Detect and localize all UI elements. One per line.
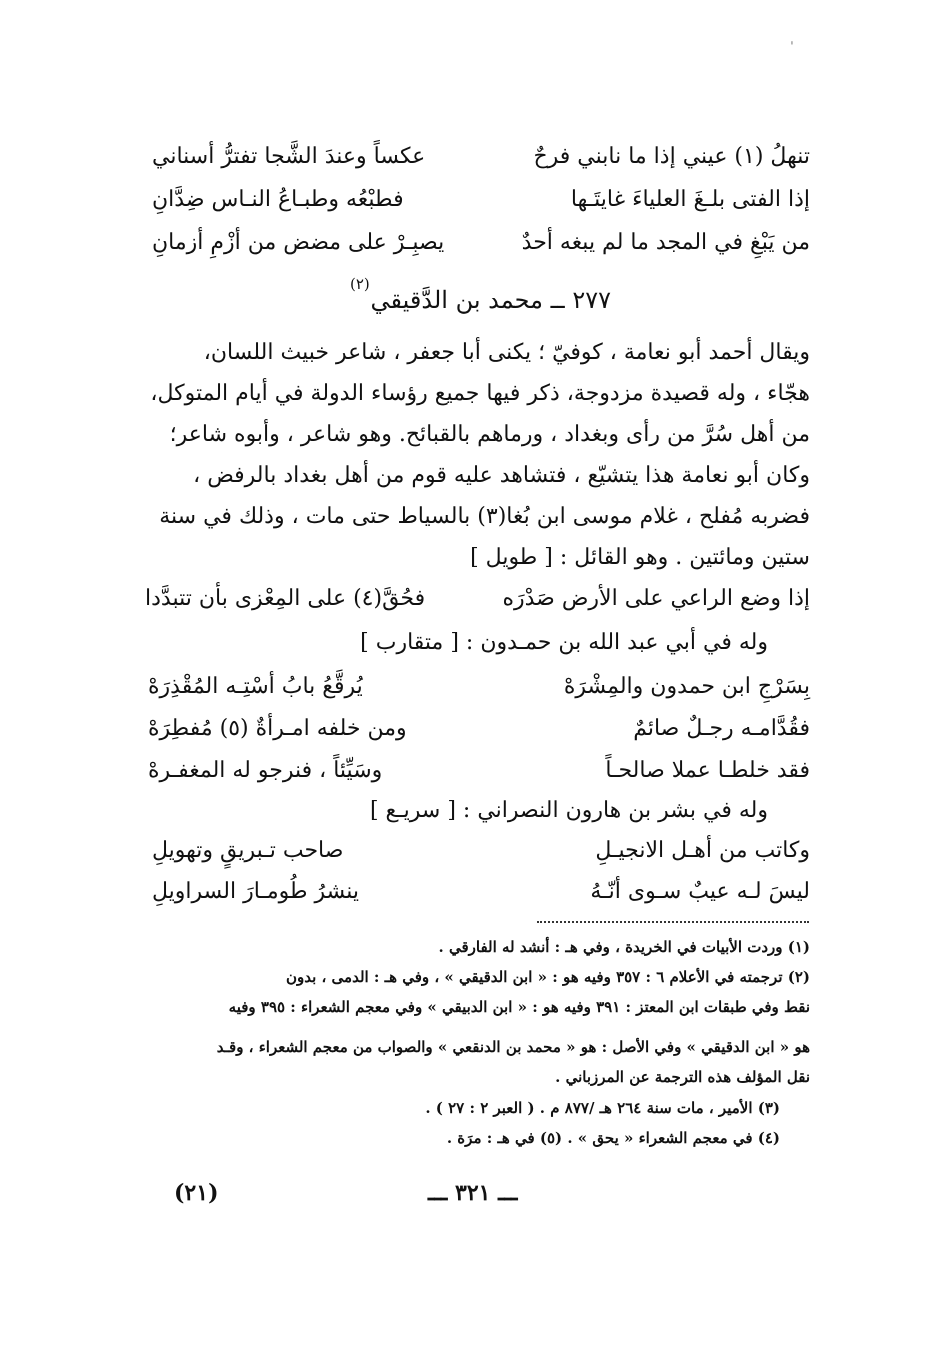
- footnote-2-line-4: نقل المؤلف هذه الترجمة عن المرزباني .: [555, 1068, 810, 1086]
- footnote-1: (١) وردت الأبيات في الخريدة ، وفي هـ : أنشد له الفارقي .: [438, 938, 810, 956]
- verse-3-1-hemistich-1: وكاتب من أهـل الانجيـلِ: [595, 838, 810, 863]
- verse-3-hemistich-1: من يَبْغِ في المجد ما لم يبغه أحدٌ: [521, 230, 810, 255]
- poem-intro-2: وله في بشر بن هارون النصراني : [ سريـع ]: [369, 798, 768, 823]
- prose-line-1: ويقال أحمد أبو نعامة ، كوفيّ ؛ يكنى أبا جعفر ، شاعر خبيث اللسان،: [203, 340, 810, 365]
- verse-3-2-hemistich-2: ينشرُ طُومـارَ السراويلِ: [152, 879, 360, 904]
- entry-heading-note: (٢): [350, 275, 370, 293]
- verse-2-hemistich-1: إذا الفتى بلـغَ العلياءَ غايتَـها: [570, 187, 810, 212]
- verse-2-2-hemistich-1: فقُدَّامـه رجـلٌ صائمٌ: [633, 716, 810, 741]
- verse-3-hemistich-2: يصبِـرْ على مضض من أزْمِ أزمانِ: [152, 230, 445, 255]
- verse-2-3-hemistich-2: وسَيِّئاً ، فنرجو له المغفـرهْ: [148, 758, 383, 783]
- poem-intro-1: وله في أبي عبد الله بن حمـدون : [ متقارب ]: [360, 630, 768, 655]
- verse-1-hemistich-2: عكساً وعندَ الشَّجا تفترُّ أسناني: [152, 144, 426, 169]
- page-number: ـــ ٣٢١ ـــ: [428, 1180, 518, 1206]
- footnote-2-line-3: هو « ابن الدقيقي » وفي الأصل : هو « محمد بن الدنقعي » والصواب من معجم الشعراء ، وقـد: [216, 1038, 810, 1056]
- prose-line-2: هجّاء ، وله قصيدة مزدوجة، ذكر فيها جميع رؤساء الدولة في أيام المتوكل،: [150, 381, 810, 406]
- prose-line-6: ستين ومائتين . وهو القائل : [ طويل ]: [470, 545, 810, 570]
- footnote-separator: [537, 921, 809, 923]
- verse-3-1-hemistich-2: صاحب تـبريقٍ وتهويلِ: [152, 838, 344, 863]
- footnote-4-5: (٤) في معجم الشعراء « يحق » . (٥) في هـ : مرَة .: [446, 1129, 780, 1147]
- footnote-2-line-1: (٢) ترجمته في الأعلام ٦ : ٣٥٧ وفيه هو : « ابن الدقيقي » ، وفي هـ : الدمى ، بدون: [285, 968, 810, 986]
- entry-heading: ٢٧٧ ــ محمد بن الدَّقيقي: [370, 286, 611, 314]
- footnote-3: (٣) الأمير ، مات سنة ٢٦٤ هـ /٨٧٧ م . ( العبر ٢ : ٢٧ ) .: [425, 1099, 780, 1117]
- verse-1-hemistich-1: تنهلُ (١) عيني إذا ما نابني فرحٌ: [533, 144, 810, 169]
- verse-2-3-hemistich-1: فقد خلطـا عملا صالحـاً: [605, 758, 810, 783]
- prose-line-3: من أهل سُرَّ من رأى وبغداد ، ورماهم بالقبائح. وهو شاعر ، وأبوه شاعر؛: [169, 422, 810, 447]
- verse-2-2-hemistich-2: ومن خلفه امـرأةٌ (٥) مُفطِرَهْ: [148, 716, 407, 741]
- verse-single-hemistich-2: فحُقَّ(٤) على المِعْزى بأن تتبدَّدا: [145, 586, 426, 611]
- printer-signature: (٢١): [174, 1180, 219, 1206]
- footnote-2-line-2: نقط وفي طبقات ابن المعتز : ٣٩١ وفيه هو : « ابن الدبيقي » وفي معجم الشعراء : ٣٩٥ وفيه: [228, 998, 810, 1016]
- verse-2-1-hemistich-2: يُرقَّعُ بابُ أسْتِـه المُقْذِرَهْ: [148, 674, 363, 699]
- verse-single-hemistich-1: إذا وضع الراعي على الأرض صَدْرَه: [502, 586, 810, 611]
- prose-line-5: فضربه مُفلح ، غلام موسى ابن بُغا(٣) بالسياط حتى مات ، وذلك في سنة: [159, 504, 810, 529]
- prose-line-4: وكان أبو نعامة هذا يتشيّع ، فتشاهد عليه قوم من أهل بغداد بالرفض ،: [193, 463, 810, 488]
- scan-speck: ˈ: [790, 40, 794, 56]
- verse-2-hemistich-2: فطبْعُه وطبـاعُ النـاس ضِدَّانِ: [152, 187, 404, 212]
- verse-2-1-hemistich-1: بِسَرْجِ ابن حمدون والمِشْرَهْ: [563, 674, 810, 699]
- verse-3-2-hemistich-1: ليسَ لـه عيبٌ سـوى أنّـهُ: [590, 879, 810, 904]
